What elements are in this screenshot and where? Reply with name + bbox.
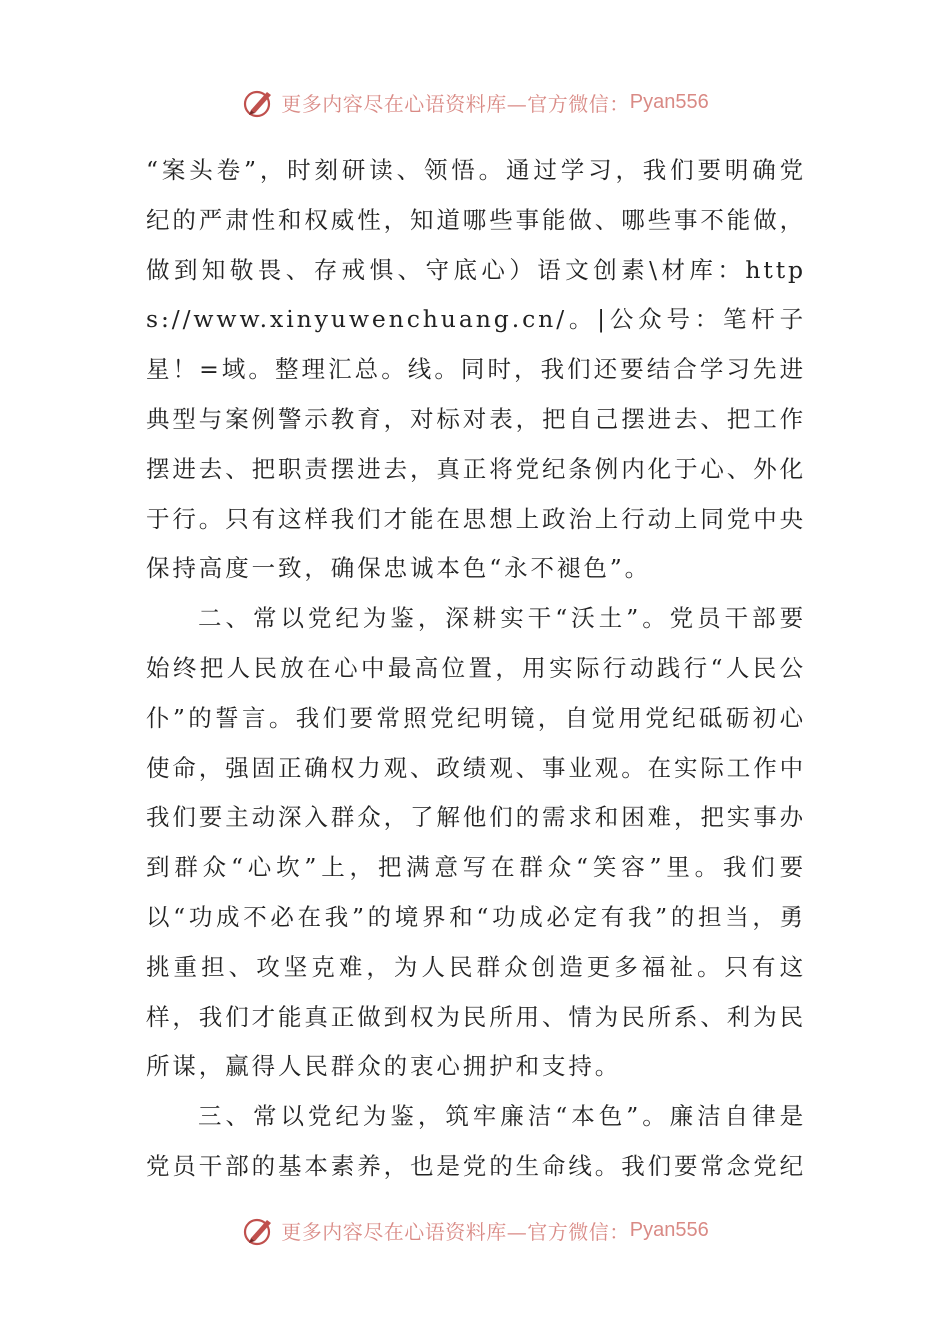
watermark-id: Pyan556 [629,1218,709,1241]
paragraph-2: 二、常以党纪为鉴，深耕实干“沃土”。党员干部要始终把人民放在心中最高位置，用实际行动践行“人民公仆”的誓言。我们要常照党纪明镜，自觉用党纪砥砺初心使命，强固正确权力观、政绩观、事业观。在实际工作中我们要主动深入群众，了解他们的需求和困难，把实事办到群众“心坎”上，把满意写在群众“笑容”里。我们要以“功成不必在我”的境界和“功成必定有我”的担当，勇挑重担、攻坚克难，为人民群众创造更多福祉。只有这样，我们才能真正做到权为民所用、情为民所系、利为民所谋，赢得人民群众的衷心拥护和支持。 [146,604,806,1081]
watermark-text: 更多内容尽在心语资料库—官方微信： [281,1219,630,1244]
document-body [146,146,806,1192]
header-watermark [0,80,950,124]
paragraph-1: “案头卷”，时刻研读、领悟。通过学习，我们要明确党纪的严肃性和权威性，知道哪些事能做、哪些事不能做，做到知敬畏、存戒惧、守底心）语文创素\材库：https://www.xinyuwenchuang.cn/。|公众号：笔杆子星！=域。整理汇总。线。同时，我们还要结合学习先进典型与案例警示教育，对标对表，把自己摆进去、把工作摆进去、把职责摆进去，真正将党纪条例内化于心、外化于行。只有这样我们才能在思想上政治上行动上同党中央保持高度一致，确保忠诚本色“永不褪色”。 [146,156,806,583]
pen-logo-icon [241,1212,277,1248]
paragraph-3: 三、常以党纪为鉴，筑牢廉洁“本色”。廉洁自律是党员干部的基本素养，也是党的生命线。我们要常念党纪 [146,1102,806,1180]
watermark-text: 更多内容尽在心语资料库—官方微信： [281,91,630,116]
footer-watermark [0,1208,950,1252]
pen-logo-icon [241,84,277,120]
watermark-id: Pyan556 [629,90,709,113]
